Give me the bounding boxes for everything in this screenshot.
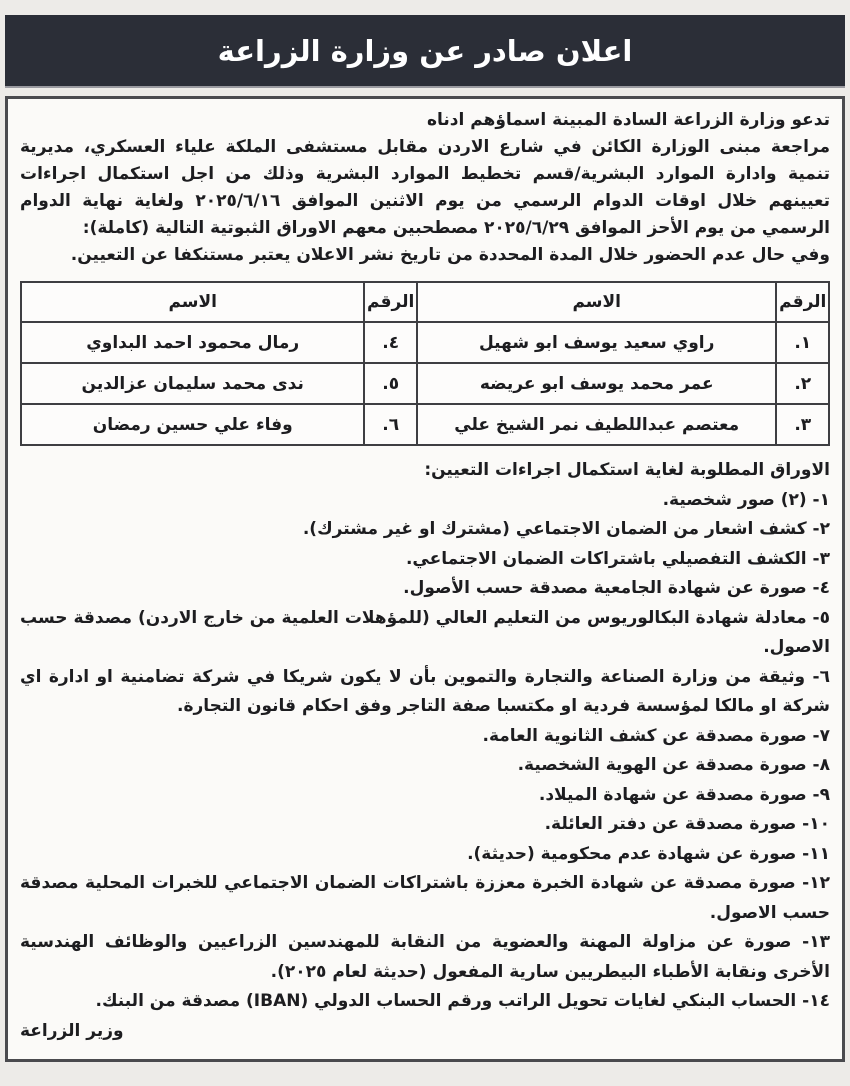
row-name-cell: معتصم عبداللطيف نمر الشيخ علي: [417, 404, 777, 445]
document-item: ٧- صورة مصدقة عن كشف الثانوية العامة.: [482, 725, 830, 746]
row-number-cell: ١.: [776, 322, 829, 363]
document-item: ١٣- صورة عن مزاولة المهنة والعضوية من النقابة للمهندسين الزراعيين والوظائف الهندسية الأخرى ونقابة الأطباء البيطريين سارية المفعول (حديثة لعام ٢٠٢٥).: [20, 932, 830, 982]
col-header-number: الرقم: [364, 282, 417, 322]
col-header-number: الرقم: [776, 282, 829, 322]
document-item: ١٠- صورة مصدقة عن دفتر العائلة.: [544, 814, 830, 834]
intro-line-invitation: تدعو وزارة الزراعة السادة المبينة اسماؤهم ادناه: [426, 110, 830, 130]
appointees-table: [20, 281, 830, 446]
document-item: ٥- معادلة شهادة البكالوريوس من التعليم العالي (للمؤهلات العلمية من خارج الاردن) مصدقة حسب الاصول.: [20, 607, 830, 657]
row-number-cell: ٦.: [364, 404, 417, 445]
document-item: ١٤- الحساب البنكي لغايات تحويل الراتب ورقم الحساب الدولي (IBAN) مصدقة من البنك.: [95, 991, 830, 1011]
announcement-title: اعلان صادر عن وزارة الزراعة: [217, 33, 633, 68]
document-item: ٤- صورة عن شهادة الجامعية مصدقة حسب الأصول.: [403, 578, 830, 598]
document-item: ٣- الكشف التفصيلي باشتراكات الضمان الاجتماعي.: [405, 548, 830, 569]
required-documents-heading: الاوراق المطلوبة لغاية استكمال اجراءات التعيين:: [424, 460, 830, 480]
required-documents-section: [20, 456, 830, 1017]
row-number-cell: ٣.: [776, 404, 829, 445]
document-item: ٩- صورة مصدقة عن شهادة الميلاد.: [538, 784, 830, 805]
document-item: ١- (٢) صور شخصية.: [662, 489, 830, 510]
table-row: [21, 404, 829, 445]
row-name-cell: راوي سعيد يوسف ابو شهيل: [417, 322, 777, 363]
col-header-name: الاسم: [417, 282, 777, 322]
document-item: ٦- وثيقة من وزارة الصناعة والتجارة والتموين بأن لا يكون شريكا في شركة تضامنية او ادارة اي شركة او مالكا لمؤسسة فردية او مكتسبا صفة التاجر وفق احكام قانون التجارة.: [20, 666, 830, 716]
row-number-cell: ٢.: [776, 363, 829, 404]
col-header-name: الاسم: [21, 282, 364, 322]
intro-line-warning: وفي حال عدم الحضور خلال المدة المحددة من تاريخ نشر الاعلان يعتبر مستنكفا عن التعيين.: [70, 245, 830, 265]
document-item: ١٢- صورة مصدقة عن شهادة الخبرة معززة باشتراكات الضمان الاجتماعي للخبرات المحلية مصدقة حسب الاصول.: [20, 873, 830, 923]
document-item: ٢- كشف اشعار من الضمان الاجتماعي (مشترك او غير مشترك).: [302, 519, 830, 539]
intro-paragraph-details: مراجعة مبنى الوزارة الكائن في شارع الاردن مقابل مستشفى الملكة علياء العسكري، مديرية تنمية وادارة الموارد البشرية/قسم تخطيط الموارد البشرية وذلك من اجل استكمال اجراءات تعيينهم خلال اوقات الدوام الرسمي من يوم الاثنين الموافق ٢٠٢٥/٦/١٦ ولغاية نهاية الدوام الرسمي من يوم الأحز الموافق ٢٠٢٥/٦/٢٩ مصطحبين معهم الاوراق الثبوتية التالية (كاملة):: [20, 137, 830, 238]
document-item: ٨- صورة مصدقة عن الهوية الشخصية.: [517, 755, 830, 775]
minister-signature: وزير الزراعة: [20, 1020, 124, 1041]
announcement-header: [5, 15, 845, 88]
row-number-cell: ٥.: [364, 363, 417, 404]
row-name-cell: عمر محمد يوسف ابو عريضه: [417, 363, 777, 404]
table-row: [21, 363, 829, 404]
document-item: ١١- صورة عن شهادة عدم محكومية (حديثة).: [467, 843, 830, 864]
row-number-cell: ٤.: [364, 322, 417, 363]
announcement-body-frame: [5, 96, 845, 1062]
row-name-cell: ندى محمد سليمان عزالدين: [21, 363, 364, 404]
intro-section: [20, 107, 830, 269]
table-header-row: [21, 282, 829, 322]
row-name-cell: وفاء علي حسين رمضان: [21, 404, 364, 445]
table-row: [21, 322, 829, 363]
row-name-cell: رمال محمود احمد البداوي: [21, 322, 364, 363]
